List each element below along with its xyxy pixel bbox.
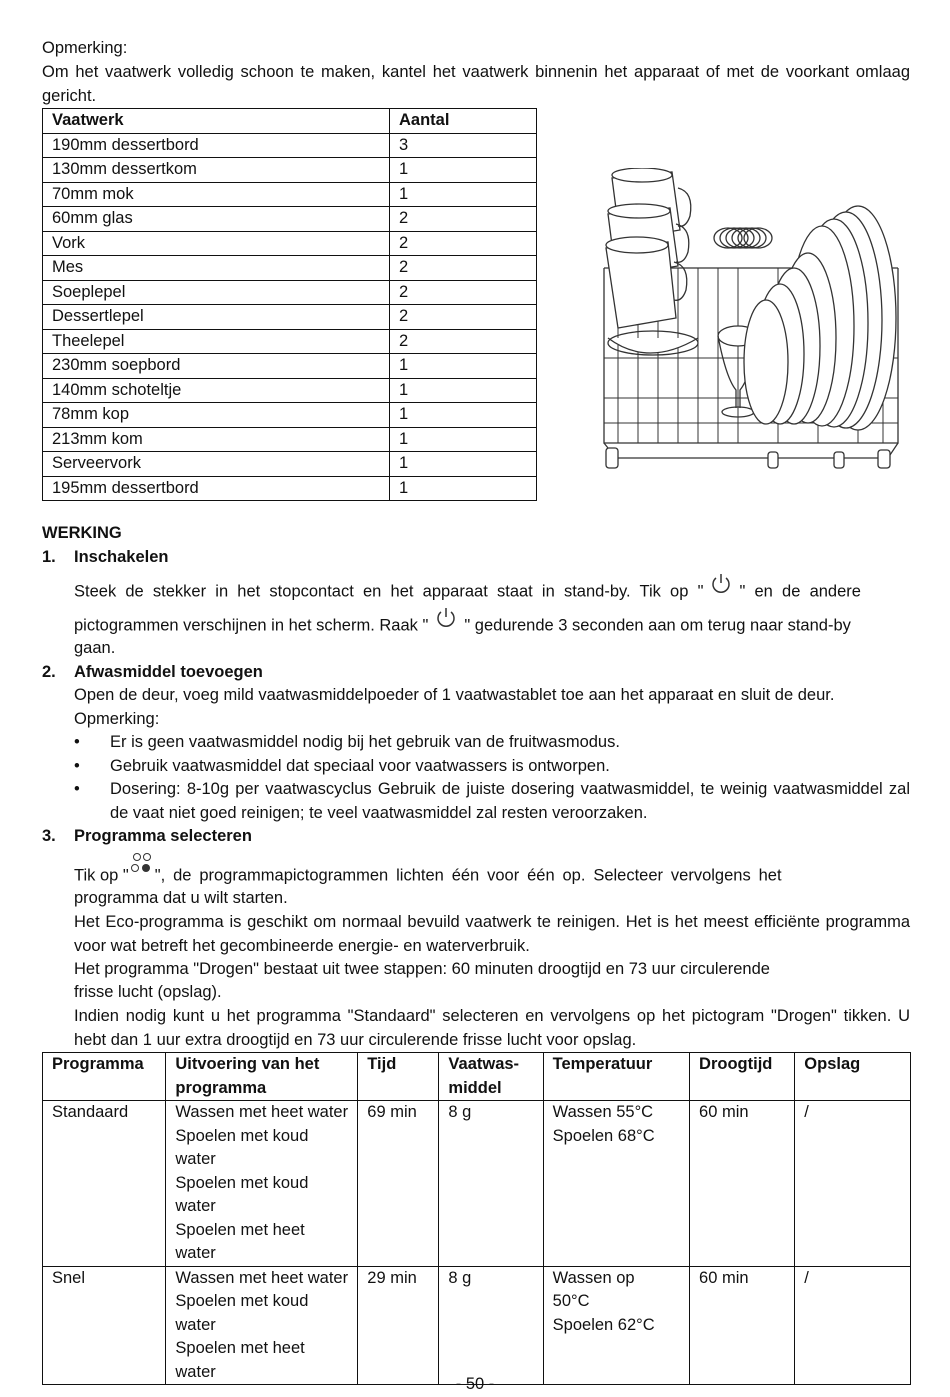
header-col-2 [358,1053,439,1101]
step1-line1-row [74,580,910,604]
cell-droogtijd: 60 min [690,1101,795,1267]
cell-uitvoering [166,1101,358,1267]
cell-vaatwerk: Mes [43,256,390,281]
step3-line1-row [74,864,910,888]
program-table-header [43,1053,911,1101]
power-icon [434,606,458,630]
step3-para-eco: Het Eco-programma is geschikt om normaal bevuild vaatwerk te reinigen. Het is het meest efficiënte programma voor wat betreft het gecombineerde energie- en waterverbruik. [74,913,910,955]
program-dots-icon [129,852,155,876]
cell-opslag: / [795,1266,911,1385]
table-row [43,207,537,232]
cell-aantal: 1 [390,452,537,477]
bullet-icon: • [74,780,80,798]
cell-aantal: 2 [390,231,537,256]
table-row [43,280,537,305]
step2-bullet-2: Gebruik vaatwasmiddel dat speciaal voor vaatwassers is ontworpen. [110,757,610,775]
step1-title: Inschakelen [74,548,169,566]
cell-programma: Snel [43,1266,166,1385]
header-line: Programma [52,1055,144,1073]
cell-line: Wassen met heet water [175,1103,349,1121]
header-aantal: Aantal [390,109,537,134]
cell-vaatwerk: Dessertlepel [43,305,390,330]
cell-line: Spoelen 68°C [552,1126,655,1145]
step2-title: Afwasmiddel toevoegen [74,663,263,681]
cell-temperatuur [543,1101,689,1267]
header-line: Tijd [367,1055,397,1073]
cell-aantal: 2 [390,207,537,232]
header-vaatwerk: Vaatwerk [43,109,390,134]
table-row [43,1266,911,1385]
step1-line3: gaan. [74,639,116,657]
header-col-4 [543,1053,689,1101]
cell-line: 50°C [552,1292,590,1310]
step3-para-std: Indien nodig kunt u het programma "Standaard" selecteren en vervolgens op het pictogram "Drogen" tikken. U hebt dan 1 uur extra droogtijd en 73 uur circulerende frisse lucht voor opslag. [74,1007,910,1049]
table-row [43,305,537,330]
cell-line: Spoelen met koud water [175,1292,309,1334]
cell-line: Wassen met heet water [175,1268,349,1287]
table-row [43,403,537,428]
step3-title: Programma selecteren [74,827,252,845]
dish-table-header [43,109,537,134]
table-row [43,231,537,256]
step3-line2: programma dat u wilt starten. [74,889,288,907]
header-line: Opslag [804,1055,861,1073]
step1-line2-start: pictogrammen verschijnen in het scherm. Raak " [74,616,429,635]
table-row [43,256,537,281]
header-line: programma [175,1078,267,1097]
header-col-6 [795,1053,911,1101]
cell-droogtijd: 60 min [690,1266,795,1385]
cell-line: Spoelen 62°C [552,1315,655,1334]
cell-aantal: 1 [390,378,537,403]
cell-vaatwerk: 78mm kop [43,403,390,428]
cell-line: Spoelen met heet water [175,1220,305,1262]
cell-vaatwerk: 230mm soepbord [43,354,390,379]
cell-vaatwerk: 195mm dessertbord [43,476,390,501]
cell-aantal: 1 [390,427,537,452]
bullet-icon: • [74,733,80,751]
table-row [43,329,537,354]
step3-para-dry-2: frisse lucht (opslag). [74,983,222,1001]
table-row [43,158,537,183]
header-col-1 [166,1053,358,1101]
note-text: Om het vaatwerk volledig schoon te maken, kantel het vaatwerk binnenin het apparaat of met de voorkant omlaag gericht. [42,63,910,105]
step1-line2-row [74,614,910,638]
section-title: WERKING [42,524,122,542]
table-row [43,427,537,452]
table-row [43,182,537,207]
cell-vaatwerk: 140mm schoteltje [43,378,390,403]
cell-aantal: 2 [390,329,537,354]
cell-line: Wassen 55°C [552,1103,654,1121]
bullet-icon: • [74,757,80,775]
cell-tijd: 29 min [358,1266,439,1385]
step3-number: 3. [42,827,56,845]
cell-vaatwerk: 130mm dessertkom [43,158,390,183]
note-label: Opmerking: [42,39,128,57]
header-line: Temperatuur [552,1055,653,1073]
cell-opslag: / [795,1101,911,1267]
cell-vaatwerk: Theelepel [43,329,390,354]
header-line: middel [448,1078,502,1097]
cell-aantal: 2 [390,305,537,330]
table-row [43,452,537,477]
header-col-3 [439,1053,543,1101]
step2-text: Open de deur, voeg mild vaatwasmiddelpoeder of 1 vaatwastablet toe aan het apparaat en sluit de deur. [74,686,835,704]
cell-aantal: 2 [390,256,537,281]
header-col-0 [43,1053,166,1101]
cell-aantal: 1 [390,354,537,379]
dishwasher-rack-illustration [598,168,904,470]
table-row [43,1101,911,1267]
cell-middel: 8 g [439,1101,543,1267]
cell-vaatwerk: 70mm mok [43,182,390,207]
cell-middel: 8 g [439,1266,543,1385]
cell-vaatwerk: 190mm dessertbord [43,133,390,158]
step2-bullet-1: Er is geen vaatwasmiddel nodig bij het gebruik van de fruitwasmodus. [110,733,620,751]
step2-bullet-3: Dosering: 8-10g per vaatwascyclus Gebruik de juiste dosering vaatwasmiddel, te weinig vaatwasmiddel zal de vaat niet goed reinigen; te veel vaatwasmiddel zal resten veroorzaken. [110,780,910,822]
page-number: - 50 - [455,1375,495,1393]
cell-vaatwerk: Vork [43,231,390,256]
cell-line: Spoelen met heet water [175,1339,305,1381]
header-line: Vaatwas- [448,1055,520,1073]
step3-para-dry-1: Het programma "Drogen" bestaat uit twee stappen: 60 minuten droogtijd en 73 uur circulerende [74,960,770,978]
cell-vaatwerk: Soeplepel [43,280,390,305]
cell-aantal: 1 [390,182,537,207]
step1-line1-start: Steek de stekker in het stopcontact en het apparaat staat in stand-by. Tik op " [74,582,704,601]
cell-line: Wassen op [552,1268,635,1287]
cell-aantal: 1 [390,403,537,428]
cell-tijd: 69 min [358,1101,439,1267]
step1-line2-end: " gedurende 3 seconden aan om terug naar stand-by [464,616,851,635]
cell-line: Spoelen met koud water [175,1173,309,1215]
cell-uitvoering [166,1266,358,1385]
step3-line1-start: Tik op " [74,866,129,885]
cell-aantal: 1 [390,158,537,183]
power-icon [709,572,733,596]
header-col-5 [690,1053,795,1101]
table-row [43,378,537,403]
cell-aantal: 3 [390,133,537,158]
header-line: Uitvoering van het [175,1055,320,1073]
cell-temperatuur [543,1266,689,1385]
cell-vaatwerk: 60mm glas [43,207,390,232]
cell-aantal: 1 [390,476,537,501]
table-row [43,354,537,379]
step1-number: 1. [42,548,56,566]
cell-programma: Standaard [43,1101,166,1267]
header-line: Droogtijd [699,1055,773,1073]
cell-vaatwerk: Serveervork [43,452,390,477]
step3-line1-end: ", de programmapictogrammen lichten één voor één op. Selecteer vervolgens het [154,866,782,885]
table-row [43,476,537,501]
step2-number: 2. [42,663,56,681]
cell-aantal: 2 [390,280,537,305]
step2-note-label: Opmerking: [74,710,160,728]
cell-vaatwerk: 213mm kom [43,427,390,452]
table-row [43,133,537,158]
program-table [42,1052,911,1385]
dish-table [42,108,537,501]
cell-line: Spoelen met koud water [175,1126,309,1168]
step1-line1-end: " en de andere [739,582,861,601]
